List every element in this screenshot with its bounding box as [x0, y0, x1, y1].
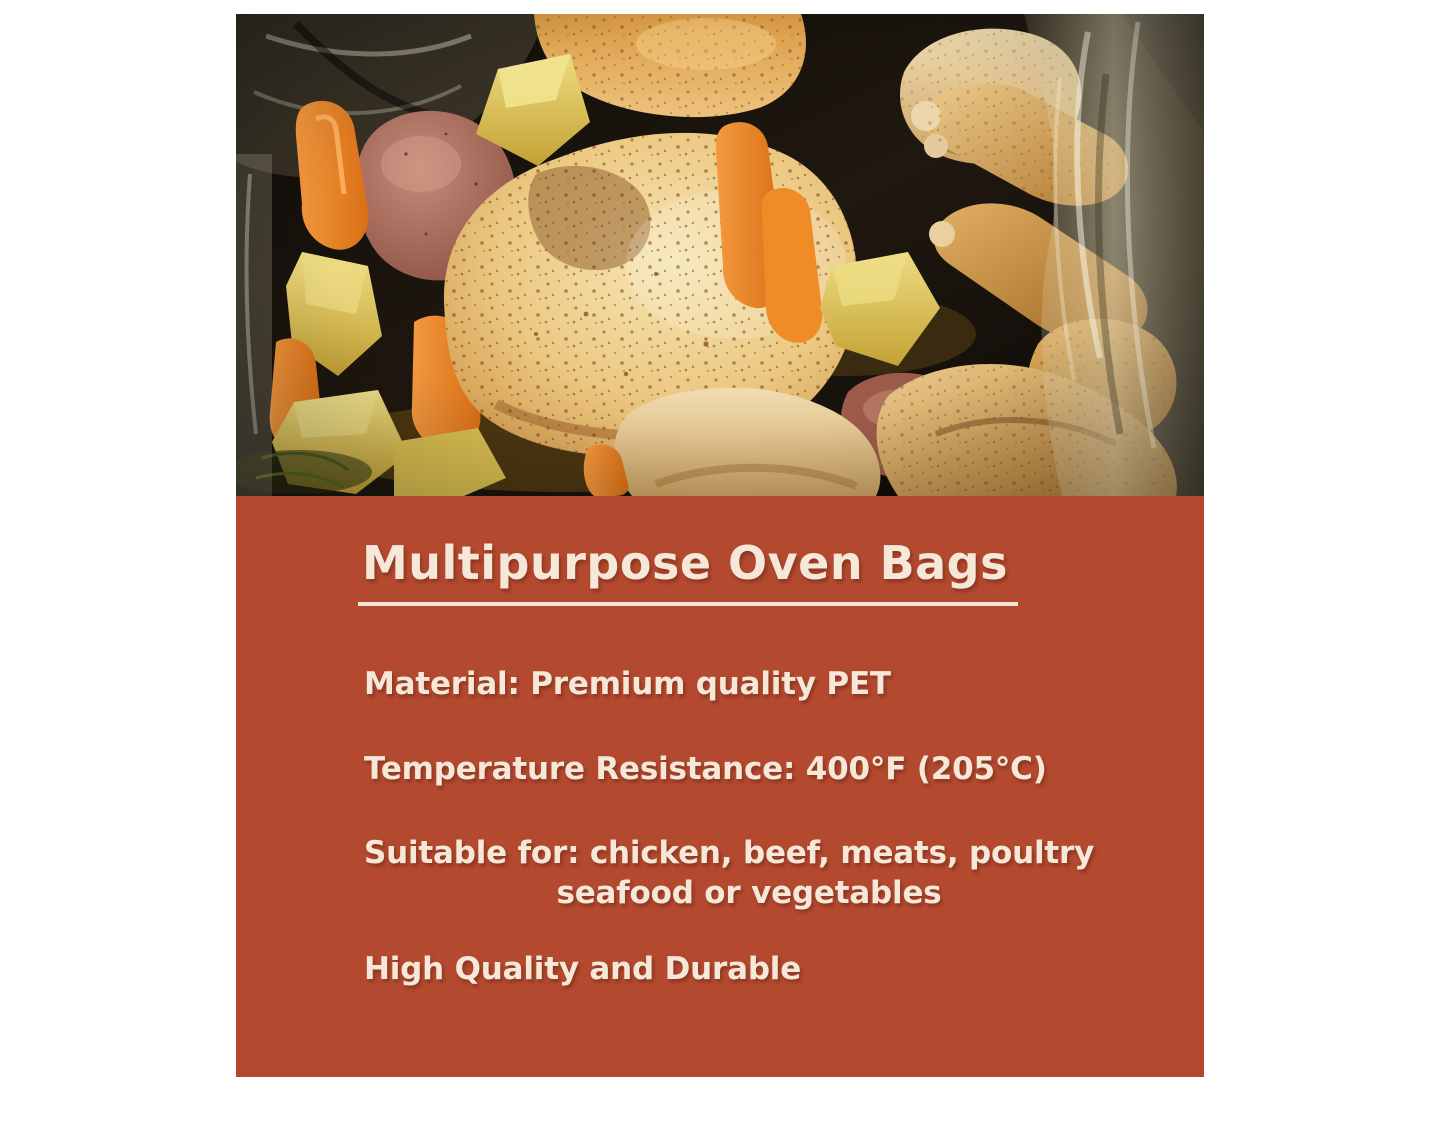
feature-material: Material: Premium quality PET	[364, 666, 891, 703]
product-info-panel	[236, 496, 1204, 1077]
product-title: Multipurpose Oven Bags	[358, 536, 1018, 606]
product-photo	[236, 14, 1204, 496]
photo-vignette	[236, 14, 1204, 496]
product-card	[236, 14, 1204, 1077]
title-block	[364, 536, 1134, 606]
feature-suitable-for	[364, 833, 1134, 914]
feature-suitable-line-2: seafood or vegetables	[556, 875, 942, 912]
feature-suitable-line-1: Suitable for: chicken, beef, meats, poultry	[364, 834, 1095, 871]
feature-temperature: Temperature Resistance: 400°F (205°C)	[364, 750, 1047, 787]
oven-bag-food-illustration	[236, 14, 1204, 496]
feature-quality: High Quality and Durable	[364, 951, 802, 988]
